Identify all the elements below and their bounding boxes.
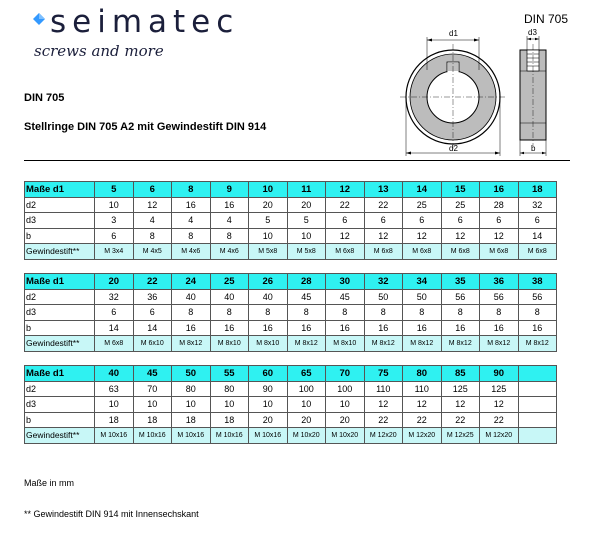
table-cell: M 8x12 <box>403 336 442 352</box>
table-cell: 56 <box>518 289 557 305</box>
table-cell: 8 <box>172 305 211 321</box>
d1-cell: 8 <box>172 182 211 198</box>
d1-cell <box>518 366 557 382</box>
table-cell: 5 <box>249 213 288 229</box>
d1-cell: 14 <box>403 182 442 198</box>
table-cell <box>518 412 557 428</box>
table-cell: 18 <box>133 412 172 428</box>
table-cell: 12 <box>441 228 480 244</box>
table-cell: M 4x6 <box>172 244 211 260</box>
table-cell: M 5x8 <box>249 244 288 260</box>
table-cell: 100 <box>326 381 365 397</box>
divider <box>24 160 570 161</box>
table-cell: 16 <box>249 320 288 336</box>
table-cell: 4 <box>133 213 172 229</box>
table-cell: M 8x10 <box>249 336 288 352</box>
row-label: b <box>25 320 95 336</box>
table-cell: 14 <box>95 320 134 336</box>
spec-table-2 <box>24 273 557 352</box>
table-cell: M 8x12 <box>364 336 403 352</box>
table-cell: M 10x20 <box>326 428 365 444</box>
table-cell: 8 <box>210 305 249 321</box>
table-cell: 6 <box>364 213 403 229</box>
table-cell: M 8x12 <box>287 336 326 352</box>
table-cell: 70 <box>133 381 172 397</box>
table-cell: 10 <box>249 228 288 244</box>
table-cell: 12 <box>133 197 172 213</box>
table-cell: M 3x4 <box>95 244 134 260</box>
table-cell: 10 <box>95 197 134 213</box>
table-row-b <box>25 320 557 336</box>
table-cell: M 8x12 <box>441 336 480 352</box>
header-label-cell: Maße d1 <box>25 366 95 382</box>
table-cell: 18 <box>172 412 211 428</box>
table-cell: M 5x8 <box>287 244 326 260</box>
header-label-cell: Maße d1 <box>25 182 95 198</box>
logo-diamond-icon <box>33 13 45 25</box>
table-cell: 6 <box>441 213 480 229</box>
d1-cell: 16 <box>480 182 519 198</box>
logo-slogan: screws and more <box>34 42 164 60</box>
table-cell: 16 <box>210 197 249 213</box>
table-cell: 20 <box>249 412 288 428</box>
table-cell: 8 <box>287 305 326 321</box>
table-cell: 12 <box>480 228 519 244</box>
d1-cell: 11 <box>287 182 326 198</box>
logo-wordmark[interactable]: seimatec <box>50 4 240 40</box>
din-label: DIN 705 <box>524 12 569 26</box>
table-row-gewindestift <box>25 428 557 444</box>
d1-cell: 20 <box>95 274 134 290</box>
row-label: Gewindestift** <box>25 244 95 260</box>
d1-cell: 28 <box>287 274 326 290</box>
table-row-d2 <box>25 381 557 397</box>
table-cell: M 8x10 <box>210 336 249 352</box>
table-cell: 45 <box>326 289 365 305</box>
table-cell: 40 <box>210 289 249 305</box>
table-cell: 18 <box>210 412 249 428</box>
table-row-d2 <box>25 289 557 305</box>
drawing-label-d1: d1 <box>449 29 458 38</box>
table-cell: M 10x20 <box>287 428 326 444</box>
d1-cell: 13 <box>364 182 403 198</box>
d1-cell: 6 <box>133 182 172 198</box>
table-row-gewindestift <box>25 336 557 352</box>
table-cell: 22 <box>403 412 442 428</box>
table-cell: 16 <box>403 320 442 336</box>
d1-cell: 12 <box>326 182 365 198</box>
table-cell: M 6x8 <box>480 244 519 260</box>
table-cell: 14 <box>133 320 172 336</box>
d1-cell: 10 <box>249 182 288 198</box>
table-cell: M 10x16 <box>210 428 249 444</box>
footnote: ** Gewindestift DIN 914 mit Innensechskant <box>24 509 199 519</box>
d1-cell: 26 <box>249 274 288 290</box>
table-cell: M 12x25 <box>441 428 480 444</box>
table-cell: M 6x8 <box>403 244 442 260</box>
table-row-b <box>25 228 557 244</box>
table-cell: 4 <box>172 213 211 229</box>
table-cell: 22 <box>364 197 403 213</box>
table-cell: 8 <box>364 305 403 321</box>
table-cell: 80 <box>172 381 211 397</box>
table-cell: 8 <box>210 228 249 244</box>
table-cell: 6 <box>326 213 365 229</box>
table-cell: 16 <box>287 320 326 336</box>
row-label: b <box>25 412 95 428</box>
table-cell: 40 <box>172 289 211 305</box>
table-cell: 56 <box>480 289 519 305</box>
table-cell: 4 <box>210 213 249 229</box>
table-cell: 10 <box>133 397 172 413</box>
table-cell: 22 <box>326 197 365 213</box>
d1-cell: 34 <box>403 274 442 290</box>
d1-cell: 35 <box>441 274 480 290</box>
table-cell: M 12x20 <box>364 428 403 444</box>
table-cell: 20 <box>287 197 326 213</box>
table-cell: 125 <box>480 381 519 397</box>
table-cell: 6 <box>480 213 519 229</box>
spec-table-1 <box>24 181 557 260</box>
row-label: d2 <box>25 197 95 213</box>
table-cell: 100 <box>287 381 326 397</box>
table-cell: 14 <box>518 228 557 244</box>
table-cell: 8 <box>403 305 442 321</box>
d1-cell: 22 <box>133 274 172 290</box>
collar-technical-drawing <box>398 26 568 160</box>
table-row-b <box>25 412 557 428</box>
table-cell: 8 <box>441 305 480 321</box>
table-cell: M 6x10 <box>133 336 172 352</box>
table-cell: 110 <box>364 381 403 397</box>
table-cell: 10 <box>287 397 326 413</box>
d1-cell: 70 <box>326 366 365 382</box>
table-cell: M 12x20 <box>480 428 519 444</box>
table-cell: 10 <box>210 397 249 413</box>
table-row-d3 <box>25 305 557 321</box>
table-cell: M 4x6 <box>210 244 249 260</box>
table-cell: M 12x20 <box>403 428 442 444</box>
row-label: b <box>25 228 95 244</box>
d1-cell: 40 <box>95 366 134 382</box>
d1-cell: 36 <box>480 274 519 290</box>
table-cell: M 8x12 <box>518 336 557 352</box>
table-cell: 18 <box>95 412 134 428</box>
table-cell: 50 <box>403 289 442 305</box>
table-cell: 8 <box>249 305 288 321</box>
table-cell: 6 <box>95 228 134 244</box>
d1-cell: 18 <box>518 182 557 198</box>
table-cell: 16 <box>364 320 403 336</box>
table-cell <box>518 381 557 397</box>
table-cell: 36 <box>133 289 172 305</box>
table-cell: 12 <box>403 397 442 413</box>
table-row-d2 <box>25 197 557 213</box>
table-cell: 10 <box>95 397 134 413</box>
table-row-gewindestift <box>25 244 557 260</box>
table-cell: 6 <box>403 213 442 229</box>
table-cell: 6 <box>95 305 134 321</box>
d1-cell: 75 <box>364 366 403 382</box>
table-cell: 16 <box>441 320 480 336</box>
table-cell: M 8x10 <box>326 336 365 352</box>
table-cell <box>518 397 557 413</box>
d1-cell: 38 <box>518 274 557 290</box>
row-label: d3 <box>25 213 95 229</box>
d1-cell: 50 <box>172 366 211 382</box>
d1-cell: 9 <box>210 182 249 198</box>
table-cell: 125 <box>441 381 480 397</box>
table-cell: 25 <box>403 197 442 213</box>
header-label-cell: Maße d1 <box>25 274 95 290</box>
table-cell: 8 <box>326 305 365 321</box>
d1-cell: 15 <box>441 182 480 198</box>
table-cell: 22 <box>441 412 480 428</box>
table-cell: 12 <box>441 397 480 413</box>
d1-cell: 90 <box>480 366 519 382</box>
table-row-d3 <box>25 397 557 413</box>
table-cell: 8 <box>172 228 211 244</box>
table-cell: M 10x16 <box>172 428 211 444</box>
table-cell: 16 <box>210 320 249 336</box>
table-cell: M 4x5 <box>133 244 172 260</box>
table-cell: 12 <box>364 228 403 244</box>
table-header-row <box>25 182 557 198</box>
units-note: Maße in mm <box>24 478 75 488</box>
table-cell: 6 <box>518 213 557 229</box>
table-cell: 80 <box>210 381 249 397</box>
d1-cell: 45 <box>133 366 172 382</box>
table-cell: 20 <box>287 412 326 428</box>
table-cell: 45 <box>287 289 326 305</box>
table-cell: M 8x12 <box>172 336 211 352</box>
row-label: d3 <box>25 397 95 413</box>
table-cell <box>518 428 557 444</box>
table-cell: 50 <box>364 289 403 305</box>
table-cell: 6 <box>133 305 172 321</box>
table-cell: 90 <box>249 381 288 397</box>
drawing-label-d2: d2 <box>449 144 458 153</box>
table-cell: 10 <box>287 228 326 244</box>
table-cell: 56 <box>441 289 480 305</box>
table-cell: M 6x8 <box>441 244 480 260</box>
page-subtitle: Stellringe DIN 705 A2 mit Gewindestift DIN 914 <box>24 121 267 133</box>
table-cell: 16 <box>172 197 211 213</box>
table-cell: 32 <box>518 197 557 213</box>
table-cell: M 10x16 <box>95 428 134 444</box>
d1-cell: 60 <box>249 366 288 382</box>
table-header-row <box>25 274 557 290</box>
table-header-row <box>25 366 557 382</box>
row-label: d3 <box>25 305 95 321</box>
table-cell: 10 <box>249 397 288 413</box>
drawing-label-d3: d3 <box>528 28 537 37</box>
d1-cell: 85 <box>441 366 480 382</box>
d1-cell: 5 <box>95 182 134 198</box>
d1-cell: 25 <box>210 274 249 290</box>
d1-cell: 24 <box>172 274 211 290</box>
d1-cell: 65 <box>287 366 326 382</box>
table-cell: 63 <box>95 381 134 397</box>
row-label: d2 <box>25 289 95 305</box>
table-cell: 20 <box>249 197 288 213</box>
page-title: DIN 705 <box>24 92 65 104</box>
table-cell: 16 <box>326 320 365 336</box>
table-row-d3 <box>25 213 557 229</box>
table-cell: 16 <box>518 320 557 336</box>
table-cell: M 6x8 <box>95 336 134 352</box>
table-cell: 40 <box>249 289 288 305</box>
table-cell: 12 <box>326 228 365 244</box>
table-cell: 16 <box>172 320 211 336</box>
table-cell: 25 <box>441 197 480 213</box>
table-cell: 3 <box>95 213 134 229</box>
table-cell: 8 <box>133 228 172 244</box>
table-cell: 22 <box>364 412 403 428</box>
row-label: d2 <box>25 381 95 397</box>
table-cell: 10 <box>172 397 211 413</box>
table-cell: M 6x8 <box>518 244 557 260</box>
table-cell: 12 <box>480 397 519 413</box>
table-cell: 110 <box>403 381 442 397</box>
table-cell: 28 <box>480 197 519 213</box>
table-cell: 12 <box>364 397 403 413</box>
d1-cell: 30 <box>326 274 365 290</box>
table-cell: 5 <box>287 213 326 229</box>
table-cell: 8 <box>480 305 519 321</box>
d1-cell: 80 <box>403 366 442 382</box>
table-cell: 10 <box>326 397 365 413</box>
d1-cell: 32 <box>364 274 403 290</box>
table-cell: M 10x16 <box>249 428 288 444</box>
table-cell: 16 <box>480 320 519 336</box>
table-cell: 20 <box>326 412 365 428</box>
table-cell: 32 <box>95 289 134 305</box>
spec-table-3 <box>24 365 557 444</box>
row-label: Gewindestift** <box>25 428 95 444</box>
row-label: Gewindestift** <box>25 336 95 352</box>
drawing-label-b: b <box>531 144 536 153</box>
table-cell: M 10x16 <box>133 428 172 444</box>
table-cell: 22 <box>480 412 519 428</box>
table-cell: 8 <box>518 305 557 321</box>
table-cell: M 8x12 <box>480 336 519 352</box>
table-cell: M 6x8 <box>364 244 403 260</box>
d1-cell: 55 <box>210 366 249 382</box>
table-cell: 12 <box>403 228 442 244</box>
table-cell: M 6x8 <box>326 244 365 260</box>
